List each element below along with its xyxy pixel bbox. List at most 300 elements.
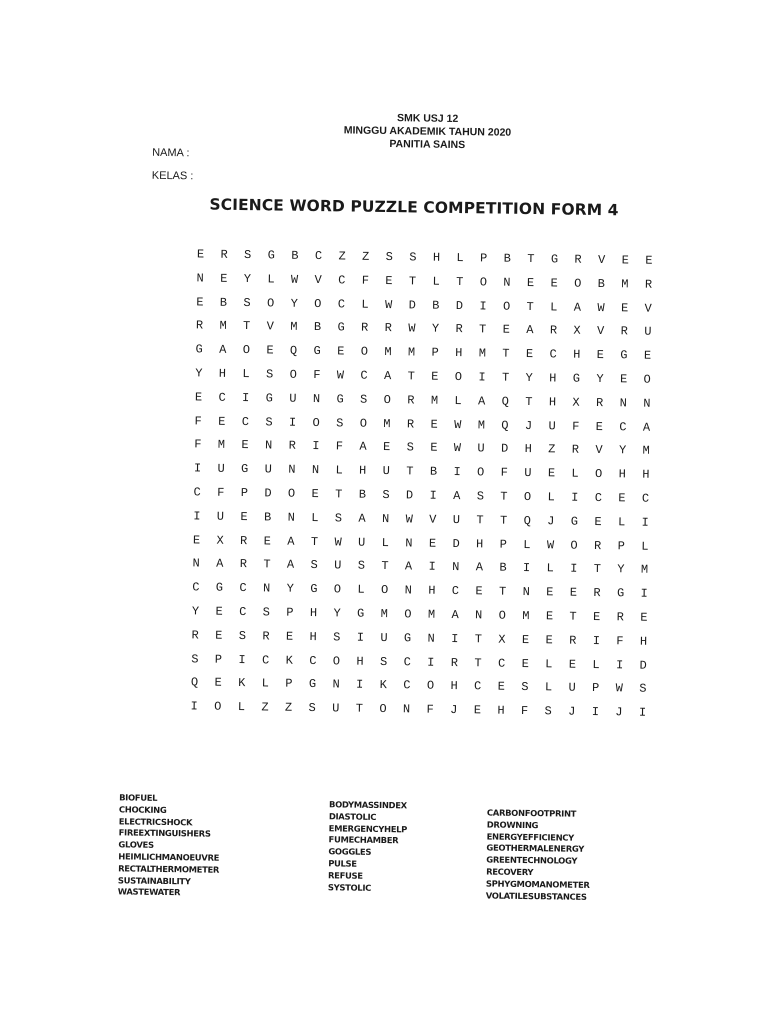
grid-letter: P [207,652,231,666]
grid-letter: Y [282,296,306,310]
grid-letter: T [327,487,351,501]
word-list-item: CARBONFOOTPRINT [487,807,591,820]
grid-letter: L [303,511,327,525]
grid-letter: E [613,301,637,315]
grid-letter: L [424,274,448,288]
grid-letter: P [278,606,302,620]
word-list-column-3 [486,807,591,903]
grid-letter: O [447,370,471,384]
grid-letter: E [207,628,231,642]
grid-letter: H [425,251,449,265]
grid-letter: T [494,347,518,361]
grid-letter: C [307,249,331,263]
word-list-item: GOGGLES [328,846,407,859]
grid-letter: J [607,705,631,719]
grid-letter: S [236,248,260,262]
grid-letter: S [372,654,396,668]
grid-letter: E [207,605,231,619]
grid-letter: H [541,395,565,409]
grid-letter: W [377,297,401,311]
grid-letter: H [468,537,492,551]
grid-letter: C [330,297,354,311]
word-list-item: FUMECHAMBER [328,835,407,848]
grid-letter: O [373,583,397,597]
grid-letter: A [211,343,235,357]
grid-letter: S [374,488,398,502]
grid-letter: L [610,515,634,529]
grid-letter: O [562,538,586,552]
grid-letter: P [472,251,496,265]
grid-letter: C [490,656,514,670]
grid-letter: H [632,634,656,648]
grid-letter: N [257,439,281,453]
grid-letter: A [470,394,494,408]
grid-letter: F [305,368,329,382]
grid-letter: B [256,510,280,524]
grid-letter: N [611,396,635,410]
grid-letter: C [185,485,209,499]
grid-letter: I [348,678,372,692]
word-list-item: SPHYGMOMANOMETER [486,878,590,891]
grid-letter: Z [330,249,354,263]
word-list-item: CHOCKING [119,804,220,817]
grid-letter: I [562,562,586,576]
grid-letter: R [231,557,255,571]
grid-letter: B [491,561,515,575]
grid-letter: F [186,414,210,428]
grid-letter: U [326,559,350,573]
grid-letter: O [469,465,493,479]
word-list-item: DIASTOLIC [329,811,408,824]
grid-letter: L [259,272,283,286]
grid-letter: P [491,537,515,551]
grid-letter: F [564,419,588,433]
word-list-item: REFUSE [328,870,407,883]
grid-letter: S [327,511,351,525]
grid-letter: T [471,323,495,337]
grid-letter: T [466,656,490,670]
grid-letter: O [419,679,443,693]
grid-letter: S [398,441,422,455]
grid-letter: S [325,630,349,644]
grid-letter: N [395,702,419,716]
grid-letter: T [235,319,259,333]
grid-letter: W [446,417,470,431]
grid-letter: N [280,463,304,477]
grid-letter: N [374,512,398,526]
grid-letter: G [609,586,633,600]
grid-letter: E [212,271,236,285]
grid-letter: G [565,372,589,386]
word-list-column-1 [118,792,220,900]
grid-letter: S [183,652,207,666]
grid-letter: M [633,563,657,577]
grid-letter: C [330,273,354,287]
grid-letter: I [230,652,254,666]
grid-letter: T [494,371,518,385]
grid-letter: G [259,248,283,262]
word-list-item: RECTALTHERMOMETER [118,863,219,876]
grid-letter: D [444,536,468,550]
grid-letter: O [587,467,611,481]
grid-letter: D [493,442,517,456]
grid-letter: G [301,677,325,691]
word-list-item: SUSTAINABILITY [118,875,219,888]
grid-letter: B [350,488,374,502]
grid-letter: E [303,487,327,501]
grid-letter: V [258,320,282,334]
grid-letter: S [258,367,282,381]
grid-letter: L [633,539,657,553]
grid-letter: O [516,490,540,504]
grid-letter: G [396,631,420,645]
grid-letter: T [468,513,492,527]
grid-letter: J [517,418,541,432]
grid-letter: E [561,657,585,671]
grid-letter: U [209,509,233,523]
grid-letter: H [489,704,513,718]
grid-letter: T [517,395,541,409]
grid-letter: T [492,489,516,503]
grid-letter: D [400,298,424,312]
grid-letter: O [280,487,304,501]
grid-letter: C [634,491,658,505]
grid-letter: G [233,462,257,476]
grid-letter: G [349,606,373,620]
grid-letter: V [590,253,614,267]
grid-letter: H [447,346,471,360]
grid-letter: A [397,560,421,574]
grid-letter: P [423,346,447,360]
grid-letter: A [443,608,467,622]
grid-letter: Y [187,366,211,380]
grid-letter: W [446,441,470,455]
grid-letter: U [281,391,305,405]
grid-letter: N [419,631,443,645]
grid-letter: R [564,443,588,457]
grid-letter: A [279,534,303,548]
grid-letter: X [564,395,588,409]
grid-letter: R [637,277,661,291]
grid-letter: B [495,252,519,266]
grid-letter: N [255,581,279,595]
grid-letter: O [352,345,376,359]
grid-letter: P [584,681,608,695]
grid-letter: E [210,414,234,428]
grid-letter: R [280,439,304,453]
grid-letter: D [448,298,472,312]
grid-letter: I [419,655,443,669]
grid-letter: C [541,347,565,361]
grid-letter: W [539,538,563,552]
grid-letter: Y [611,444,635,458]
grid-letter: E [377,274,401,288]
grid-letter: O [495,299,519,313]
grid-letter: A [467,561,491,575]
grid-letter: O [371,702,395,716]
grid-letter: U [256,462,280,476]
grid-letter: G [612,348,636,362]
grid-letter: S [257,415,281,429]
word-list-item: GLOVES [118,840,219,853]
word-list-item: SYSTOLIC [328,882,407,895]
grid-letter: E [588,348,612,362]
grid-letter: O [490,608,514,622]
grid-letter: N [495,275,519,289]
word-list-item: BIOFUEL [119,792,220,805]
grid-letter: O [635,373,659,387]
grid-letter: F [353,273,377,287]
grid-letter: T [448,275,472,289]
grid-letter: E [422,441,446,455]
grid-letter: R [447,322,471,336]
grid-letter: T [255,558,279,572]
grid-letter: R [232,533,256,547]
grid-letter: K [277,653,301,667]
grid-letter: A [208,557,232,571]
grid-letter: H [541,371,565,385]
grid-letter: T [491,585,515,599]
word-list-item: RECOVERY [486,866,590,879]
grid-letter: M [376,345,400,359]
grid-letter: U [209,462,233,476]
name-field-label: NAMA : [152,147,189,160]
grid-letter: I [633,515,657,529]
grid-letter: Y [424,322,448,336]
grid-letter: B [306,320,330,334]
grid-letter: E [585,610,609,624]
grid-letter: W [607,682,631,696]
grid-letter: R [612,325,636,339]
grid-letter: N [635,396,659,410]
grid-letter: F [513,704,537,718]
grid-letter: H [301,630,325,644]
grid-letter: I [631,706,655,720]
grid-letter: H [565,348,589,362]
grid-letter: L [234,367,258,381]
grid-letter: A [279,558,303,572]
grid-letter: E [185,533,209,547]
grid-letter: B [212,295,236,309]
grid-letter: W [283,272,307,286]
grid-letter: I [348,630,372,644]
grid-letter: E [422,417,446,431]
grid-letter: U [445,513,469,527]
grid-letter: Y [517,371,541,385]
grid-letter: A [518,323,542,337]
grid-letter: R [188,319,212,333]
grid-letter: E [519,276,543,290]
grid-letter: S [513,680,537,694]
grid-letter: E [636,349,660,363]
grid-letter: E [632,610,656,624]
grid-letter: S [401,250,425,264]
grid-letter: E [612,372,636,386]
grid-letter: L [538,562,562,576]
grid-letter: I [304,439,328,453]
grid-letter: Q [493,394,517,408]
grid-letter: L [253,677,277,691]
grid-letter: A [635,420,659,434]
grid-letter: T [561,609,585,623]
grid-letter: W [326,535,350,549]
grid-letter: S [302,558,326,572]
grid-letter: H [351,464,375,478]
grid-letter: L [327,463,351,477]
grid-letter: I [185,509,209,523]
grid-letter: R [585,586,609,600]
grid-letter: U [560,681,584,695]
word-list-column-2 [328,799,408,894]
grid-letter: C [444,584,468,598]
grid-letter: L [349,583,373,597]
grid-letter: E [538,585,562,599]
grid-letter: F [418,703,442,717]
grid-letter: V [589,324,613,338]
grid-letter: I [445,465,469,479]
grid-letter: R [399,417,423,431]
grid-letter: M [420,607,444,621]
grid-letter: O [304,415,328,429]
grid-letter: A [350,511,374,525]
grid-letter: E [540,466,564,480]
grid-letter: R [566,253,590,267]
grid-letter: U [324,701,348,715]
grid-letter: E [188,295,212,309]
grid-letter: N [279,510,303,524]
grid-letter: W [397,512,421,526]
grid-letter: D [256,486,280,500]
grid-letter: E [537,633,561,647]
grid-letter: S [254,605,278,619]
grid-letter: O [234,343,258,357]
grid-letter: F [328,440,352,454]
grid-letter: I [632,587,656,601]
grid-letter: L [353,297,377,311]
grid-letter: C [231,581,255,595]
grid-letter: T [466,632,490,646]
grid-letter: D [631,658,655,672]
grid-letter: L [539,490,563,504]
grid-letter: C [231,605,255,619]
word-list-item: ELECTRICSHOCK [119,816,220,829]
grid-letter: M [634,444,658,458]
grid-letter: F [608,634,632,648]
grid-letter: W [400,322,424,336]
grid-letter: L [448,251,472,265]
grid-letter: O [259,296,283,310]
grid-letter: I [563,490,587,504]
grid-letter: E [494,323,518,337]
grid-letter: E [562,586,586,600]
grid-letter: I [443,632,467,646]
grid-letter: I [515,561,539,575]
grid-letter: P [232,486,256,500]
grid-letter: S [230,629,254,643]
grid-letter: N [467,608,491,622]
grid-letter: G [257,391,281,405]
grid-letter: I [470,370,494,384]
grid-letter: E [465,703,489,717]
grid-letter: N [184,557,208,571]
grid-letter: E [613,253,637,267]
grid-letter: B [283,249,307,263]
grid-letter: A [376,369,400,383]
grid-letter: I [583,705,607,719]
grid-letter: S [631,682,655,696]
grid-letter: H [516,442,540,456]
grid-letter: E [329,344,353,358]
grid-letter: S [300,701,324,715]
grid-letter: N [188,271,212,285]
grid-letter: E [255,534,279,548]
grid-letter: T [518,299,542,313]
class-field-label: KELAS : [152,170,194,183]
grid-letter: G [543,252,567,266]
grid-letter: G [328,392,352,406]
grid-letter: G [187,342,211,356]
grid-letter: I [182,699,206,713]
grid-letter: C [395,679,419,693]
document-header [302,111,553,153]
word-list-item: GREENTECHNOLOGY [486,855,590,868]
grid-letter: I [608,658,632,672]
grid-letter: M [423,393,447,407]
grid-letter: N [514,585,538,599]
grid-letter: I [421,489,445,503]
grid-letter: J [442,703,466,717]
grid-letter: B [422,465,446,479]
grid-letter: I [281,415,305,429]
word-search-grid [182,247,189,723]
grid-letter: M [211,319,235,333]
grid-letter: H [302,606,326,620]
grid-letter: Z [540,443,564,457]
grid-letter: H [610,467,634,481]
grid-letter: H [211,367,235,381]
grid-letter: V [306,273,330,287]
grid-letter: N [444,560,468,574]
grid-letter: O [396,607,420,621]
grid-letter: E [610,491,634,505]
grid-letter: N [305,392,329,406]
event-name: MINGGU AKADEMIK TAHUN 2020 [302,124,552,140]
grid-letter: O [351,416,375,430]
grid-letter: K [230,676,254,690]
grid-letter: S [235,296,259,310]
grid-letter: J [539,514,563,528]
grid-letter: T [492,513,516,527]
grid-letter: S [536,704,560,718]
grid-letter: T [401,274,425,288]
grid-letter: T [398,464,422,478]
grid-letter: H [634,468,658,482]
grid-letter: R [542,324,566,338]
grid-letter: M [282,320,306,334]
grid-letter: P [277,677,301,691]
word-list-item: FIREEXTINGUISHERS [119,828,220,841]
grid-letter: E [258,343,282,357]
school-name: SMK USJ 12 [303,111,553,127]
grid-letter: E [187,390,211,404]
grid-letter: R [561,633,585,647]
grid-letter: I [584,634,608,648]
grid-letter: R [443,655,467,669]
grid-letter: T [399,369,423,383]
grid-letter: Y [278,582,302,596]
grid-letter: G [329,321,353,335]
word-list-item: ENERGYEFFICIENCY [487,831,591,844]
